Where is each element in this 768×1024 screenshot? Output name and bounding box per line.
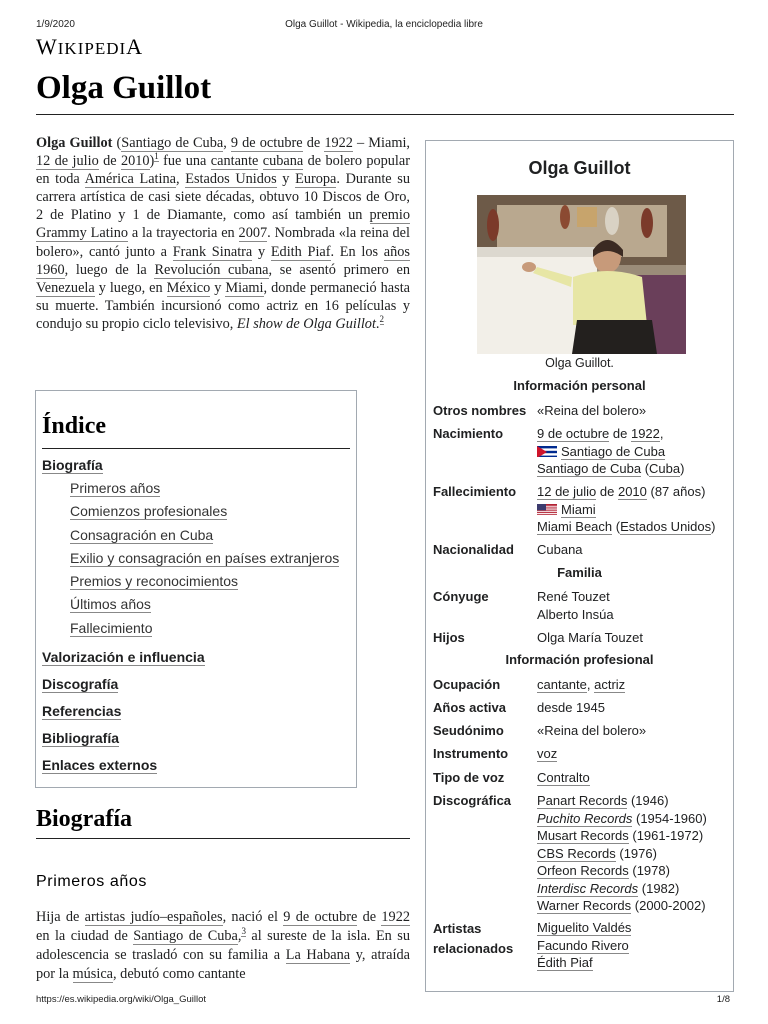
link[interactable]: 2010 <box>120 153 150 170</box>
link[interactable]: Estados Unidos <box>185 171 277 188</box>
link[interactable]: cubana <box>262 153 304 170</box>
link[interactable]: La Habana <box>285 947 351 963</box>
toc-heading: Índice <box>42 413 107 439</box>
toc-item-fallecimiento[interactable]: Fallecimiento <box>70 619 153 636</box>
link[interactable]: 12 de julio <box>36 153 99 170</box>
toc-item-biografia[interactable]: Biografía <box>42 457 103 473</box>
section-professional: Información profesional <box>505 652 654 667</box>
link[interactable]: cantante <box>210 153 259 170</box>
link[interactable]: música <box>72 966 114 982</box>
link[interactable]: Interdisc Records <box>537 880 639 896</box>
toc-divider <box>42 448 350 449</box>
toc-item-primeros-anos[interactable]: Primeros años <box>70 480 161 496</box>
link[interactable]: Santiago de Cuba <box>537 461 642 476</box>
show-title: El show de Olga Guillot <box>236 315 376 332</box>
section-divider <box>36 838 410 839</box>
toc-item-enlaces-externos[interactable]: Enlaces externos <box>42 756 158 773</box>
section-personal-info: Información personal <box>513 378 646 393</box>
link[interactable]: Miami Beach <box>537 519 613 534</box>
link[interactable]: Orfeon Records <box>537 863 629 878</box>
link[interactable]: actriz <box>594 677 626 692</box>
link[interactable]: México <box>166 279 211 296</box>
link[interactable]: 2007 <box>238 225 268 242</box>
link[interactable]: Venezuela <box>36 279 95 296</box>
link[interactable]: 9 de octubre <box>230 135 303 151</box>
print-page-number: 1/8 <box>716 994 730 1005</box>
link[interactable]: Cuba <box>649 461 681 476</box>
lead-paragraph: Olga Guillot (Santiago de Cuba, 9 de octubre de 1922 – Miami, 12 de julio de 2010)$^1$ fue una cantante cubana de bolero popular en toda América Latina, Estados Unidos y Europa. Durante su carrera artística de casi siete décadas, obtuvo 10 Discos de Oro, 2 de Platino y 1 de Diamante, como así también un premio Grammy Latino a la trayectoria en 2007. Nombrada «la reina del bolero», cantó junto a Frank Sinatra y Edith Piaf. En los años 1960, luego de la Revolución cubana, se asentó primero en Venezuela y luego, en México y Miami, donde permaneció hasta su muerte. También incursionó como actriz en 16 películas y condujo su propio ciclo televisivo, El show de Olga Guillot.$^2$ <box>36 135 411 332</box>
reference-link[interactable]: 3 <box>241 926 246 937</box>
link[interactable]: Frank Sinatra <box>172 243 253 260</box>
toc-item-consagracion-en-cuba[interactable]: Consagración en Cuba <box>70 526 214 543</box>
subsection-heading-primeros-anos: Primeros años <box>36 873 147 890</box>
infobox-title: Olga Guillot <box>528 158 631 178</box>
link[interactable]: CBS Records <box>537 845 616 861</box>
toc-item-bibliografia[interactable]: Bibliografía <box>42 729 120 746</box>
toc-item-valorizacion[interactable]: Valorización e influencia <box>42 648 205 665</box>
link[interactable]: Facundo Rivero <box>537 937 629 953</box>
link[interactable]: Miami <box>561 501 596 517</box>
link[interactable]: Contralto <box>537 770 590 785</box>
link[interactable]: 9 de octubre <box>283 909 358 925</box>
link[interactable]: Miami <box>225 279 264 296</box>
link[interactable]: Warner Records <box>537 898 632 913</box>
link[interactable]: Revolución cubana <box>154 261 269 278</box>
toc-item-discografia[interactable]: Discografía <box>42 675 119 692</box>
link[interactable]: 9 de octubre <box>537 426 610 441</box>
link[interactable]: Europa <box>295 171 337 188</box>
page-title: Olga Guillot <box>36 70 212 106</box>
toc-item-exilio[interactable]: Exilio y consagración en países extranjeros <box>70 549 340 566</box>
toc-item-ultimos-anos[interactable]: Últimos años <box>70 596 151 613</box>
print-page-title: Olga Guillot - Wikipedia, la enciclopedia libre <box>285 19 483 30</box>
link[interactable]: 12 de julio <box>537 484 597 499</box>
table-of-contents <box>35 390 357 788</box>
link[interactable]: Musart Records <box>537 828 629 843</box>
section-family: Familia <box>557 565 602 580</box>
print-url: https://es.wikipedia.org/wiki/Olga_Guillot <box>36 994 207 1005</box>
print-date: 1/9/2020 <box>36 19 75 30</box>
link[interactable]: Santiago de Cuba <box>561 443 666 459</box>
link[interactable]: Edith Piaf <box>270 243 331 260</box>
section-heading-biografia: Biografía <box>36 806 132 832</box>
toc-item-comienzos-profesionales[interactable]: Comienzos profesionales <box>70 503 228 520</box>
link[interactable]: voz <box>537 746 558 761</box>
subject-name: Olga Guillot <box>36 135 113 151</box>
link[interactable]: Miguelito Valdés <box>537 920 632 935</box>
toc-item-referencias[interactable]: Referencias <box>42 702 122 719</box>
link[interactable]: América Latina <box>84 171 176 188</box>
link[interactable]: 1922 <box>381 909 410 925</box>
usa-flag-icon <box>537 503 557 515</box>
link[interactable]: artistas judío–españoles <box>84 909 223 925</box>
infobox: Olga Guillot Olga Guillot. Información personal Otros nombres «Reina del bolero» Nacimiento 9 de octubre de 1922, Santiago de Cuba Santiago de Cuba (Cuba) Fallecimiento 12 de julio de 2010 (87 años) Miami Miami Beach (Estados Unidos) Nacionalidad Cubana Familia Cónyuge René Touzet Alberto Insúa Hijos Olga María Touzet Información profesional Ocupación cantante, actriz Años activa desde 1945 Seudónimo «Reina del bolero» Instrumento voz Tipo de voz Contralto Discográfica Panart Records (1946) Puchito Records (1954-1960) Musart Records (1961-1972) CBS Records (1976) Orfeon Records (1978) Interdisc Records (1982) Warner Records (2000-2002) Artistas relacionados Miguelito Valdés Facundo Rivero Édith Piaf <box>425 140 734 992</box>
link[interactable]: años 1960 <box>36 243 410 278</box>
portrait-photo[interactable] <box>477 195 686 354</box>
wikipedia-logo[interactable]: WIKIPEDIA <box>36 34 144 59</box>
toc-list <box>42 457 352 784</box>
reference-link[interactable]: 2 <box>379 314 384 325</box>
link[interactable]: cantante <box>537 677 587 692</box>
toc-item-premios[interactable]: Premios y reconocimientos <box>70 573 239 590</box>
link[interactable]: Santiago de Cuba <box>121 135 224 151</box>
link[interactable]: Édith Piaf <box>537 955 593 970</box>
portrait-illustration <box>477 195 686 354</box>
link[interactable]: premio Grammy Latino <box>36 207 410 242</box>
link[interactable]: Estados Unidos <box>620 519 712 534</box>
photo-caption: Olga Guillot. <box>545 356 614 370</box>
link[interactable]: 1922 <box>630 426 660 441</box>
reference-link[interactable]: 1 <box>154 151 159 162</box>
cuba-flag-icon <box>537 445 557 457</box>
link[interactable]: Panart Records <box>537 793 628 808</box>
link[interactable]: Santiago de Cuba <box>133 928 238 944</box>
link[interactable]: 1922 <box>324 135 353 151</box>
title-divider <box>36 114 734 115</box>
link[interactable]: Puchito Records <box>537 810 633 826</box>
link[interactable]: 2010 <box>617 484 647 499</box>
body-paragraph: Hija de artistas judío–españoles, nació el 9 de octubre de 1922 en la ciudad de Santiago de Cuba,$^3$ al sureste de la isla. En su adolescencia se trasladó con su familia a La Habana y, atraída por la música, debutó como cantante <box>36 909 410 982</box>
